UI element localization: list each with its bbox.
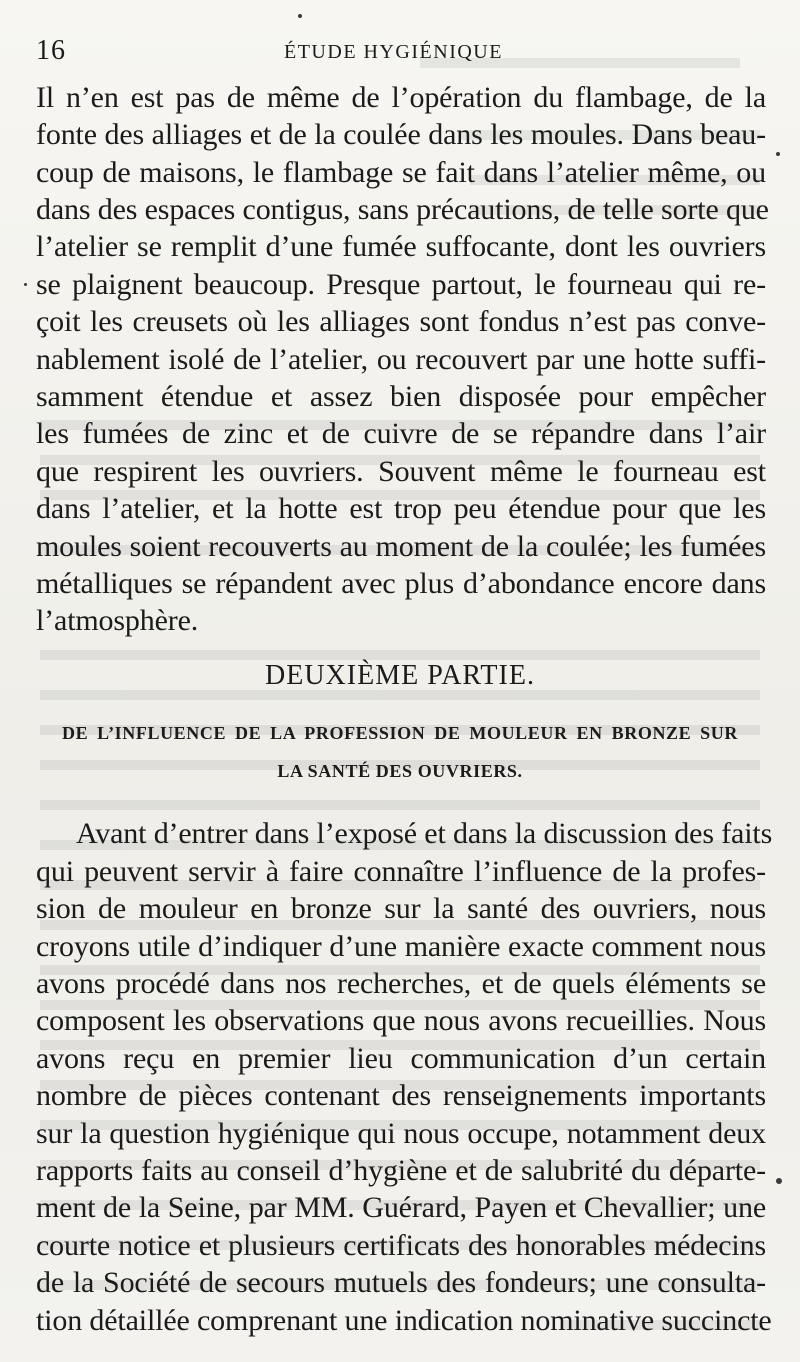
running-header <box>36 36 766 66</box>
text-line: les fumées de zinc et de cuivre de se répandre dans l’air <box>36 417 766 450</box>
text-line: samment étendue et assez bien disposée pour empêcher <box>36 380 766 413</box>
text-line: fonte des alliages et de la coulée dans les moules. Dans beau- <box>36 118 766 151</box>
text-line: qui peuvent servir à faire connaître l’influence de la profes- <box>36 855 766 888</box>
text-line: que respirent les ouvriers. Souvent même le fourneau est <box>36 455 766 488</box>
text-line: composent les observations que nous avons recueillies. Nous <box>36 1004 766 1037</box>
section-subtitle: LA SANTÉ DES OUVRIERS. <box>277 761 523 781</box>
section-title: DEUXIÈME PARTIE. <box>265 660 535 691</box>
text-line: courte notice et plusieurs certificats des honorables médecins <box>36 1229 766 1262</box>
ink-speck <box>24 283 27 286</box>
text-line: se plaignent beaucoup. Presque partout, le fourneau qui re- <box>36 268 766 301</box>
text-line: sion de mouleur en bronze sur la santé des ouvriers, nous <box>36 892 766 925</box>
text-line: tion détaillée comprenant une indication nominative succincte <box>36 1304 772 1337</box>
text-line: dans l’atelier, et la hotte est trop peu étendue pour que les <box>36 492 766 525</box>
text-line: coup de maisons, le flambage se fait dans l’atelier même, ou <box>36 156 766 189</box>
text-line: rapports faits au conseil d’hygiène et de salubrité du départe- <box>36 1154 766 1187</box>
text-line: nablement isolé de l’atelier, ou recouvert par une hotte suffi- <box>36 343 766 376</box>
text-line: moules soient recouverts au moment de la coulée; les fumées <box>36 530 766 563</box>
ink-speck <box>776 1178 782 1184</box>
page-number: 16 <box>36 35 66 66</box>
ink-speck <box>298 14 302 18</box>
text-line: l’atmosphère. <box>36 604 199 637</box>
text-line: dans des espaces contigus, sans précautions, de telle sorte que <box>36 193 769 226</box>
ink-speck <box>776 152 780 156</box>
text-line: sur la question hygiénique qui nous occupe, notamment deux <box>36 1117 766 1150</box>
text-line: l’atelier se remplit d’une fumée suffocante, dont les ouvriers <box>36 230 766 263</box>
text-line: avons procédé dans nos recherches, et de quels éléments se <box>36 967 766 1000</box>
section-subtitle: DE L’INFLUENCE DE LA PROFESSION DE MOULEUR EN BRONZE SUR <box>62 723 738 743</box>
text-line: ment de la Seine, par MM. Guérard, Payen et Chevallier; une <box>36 1191 766 1224</box>
text-line: avons reçu en premier lieu communication d’un certain <box>36 1042 766 1075</box>
text-line: métalliques se répandent avec plus d’abondance encore dans <box>36 567 766 600</box>
text-line: de la Société de secours mutuels des fondeurs; une consulta- <box>36 1266 766 1299</box>
running-title: ÉTUDE HYGIÉNIQUE <box>284 41 503 63</box>
text-line: Avant d’entrer dans l’exposé et dans la discussion des faits <box>76 817 773 850</box>
text-line: Il n’en est pas de même de l’opération du flambage, de la <box>36 81 766 114</box>
text-line: nombre de pièces contenant des renseignements importants <box>36 1079 766 1112</box>
text-line: croyons utile d’indiquer d’une manière exacte comment nous <box>36 930 766 963</box>
text-line: çoit les creusets où les alliages sont fondus n’est pas conve- <box>36 305 766 338</box>
